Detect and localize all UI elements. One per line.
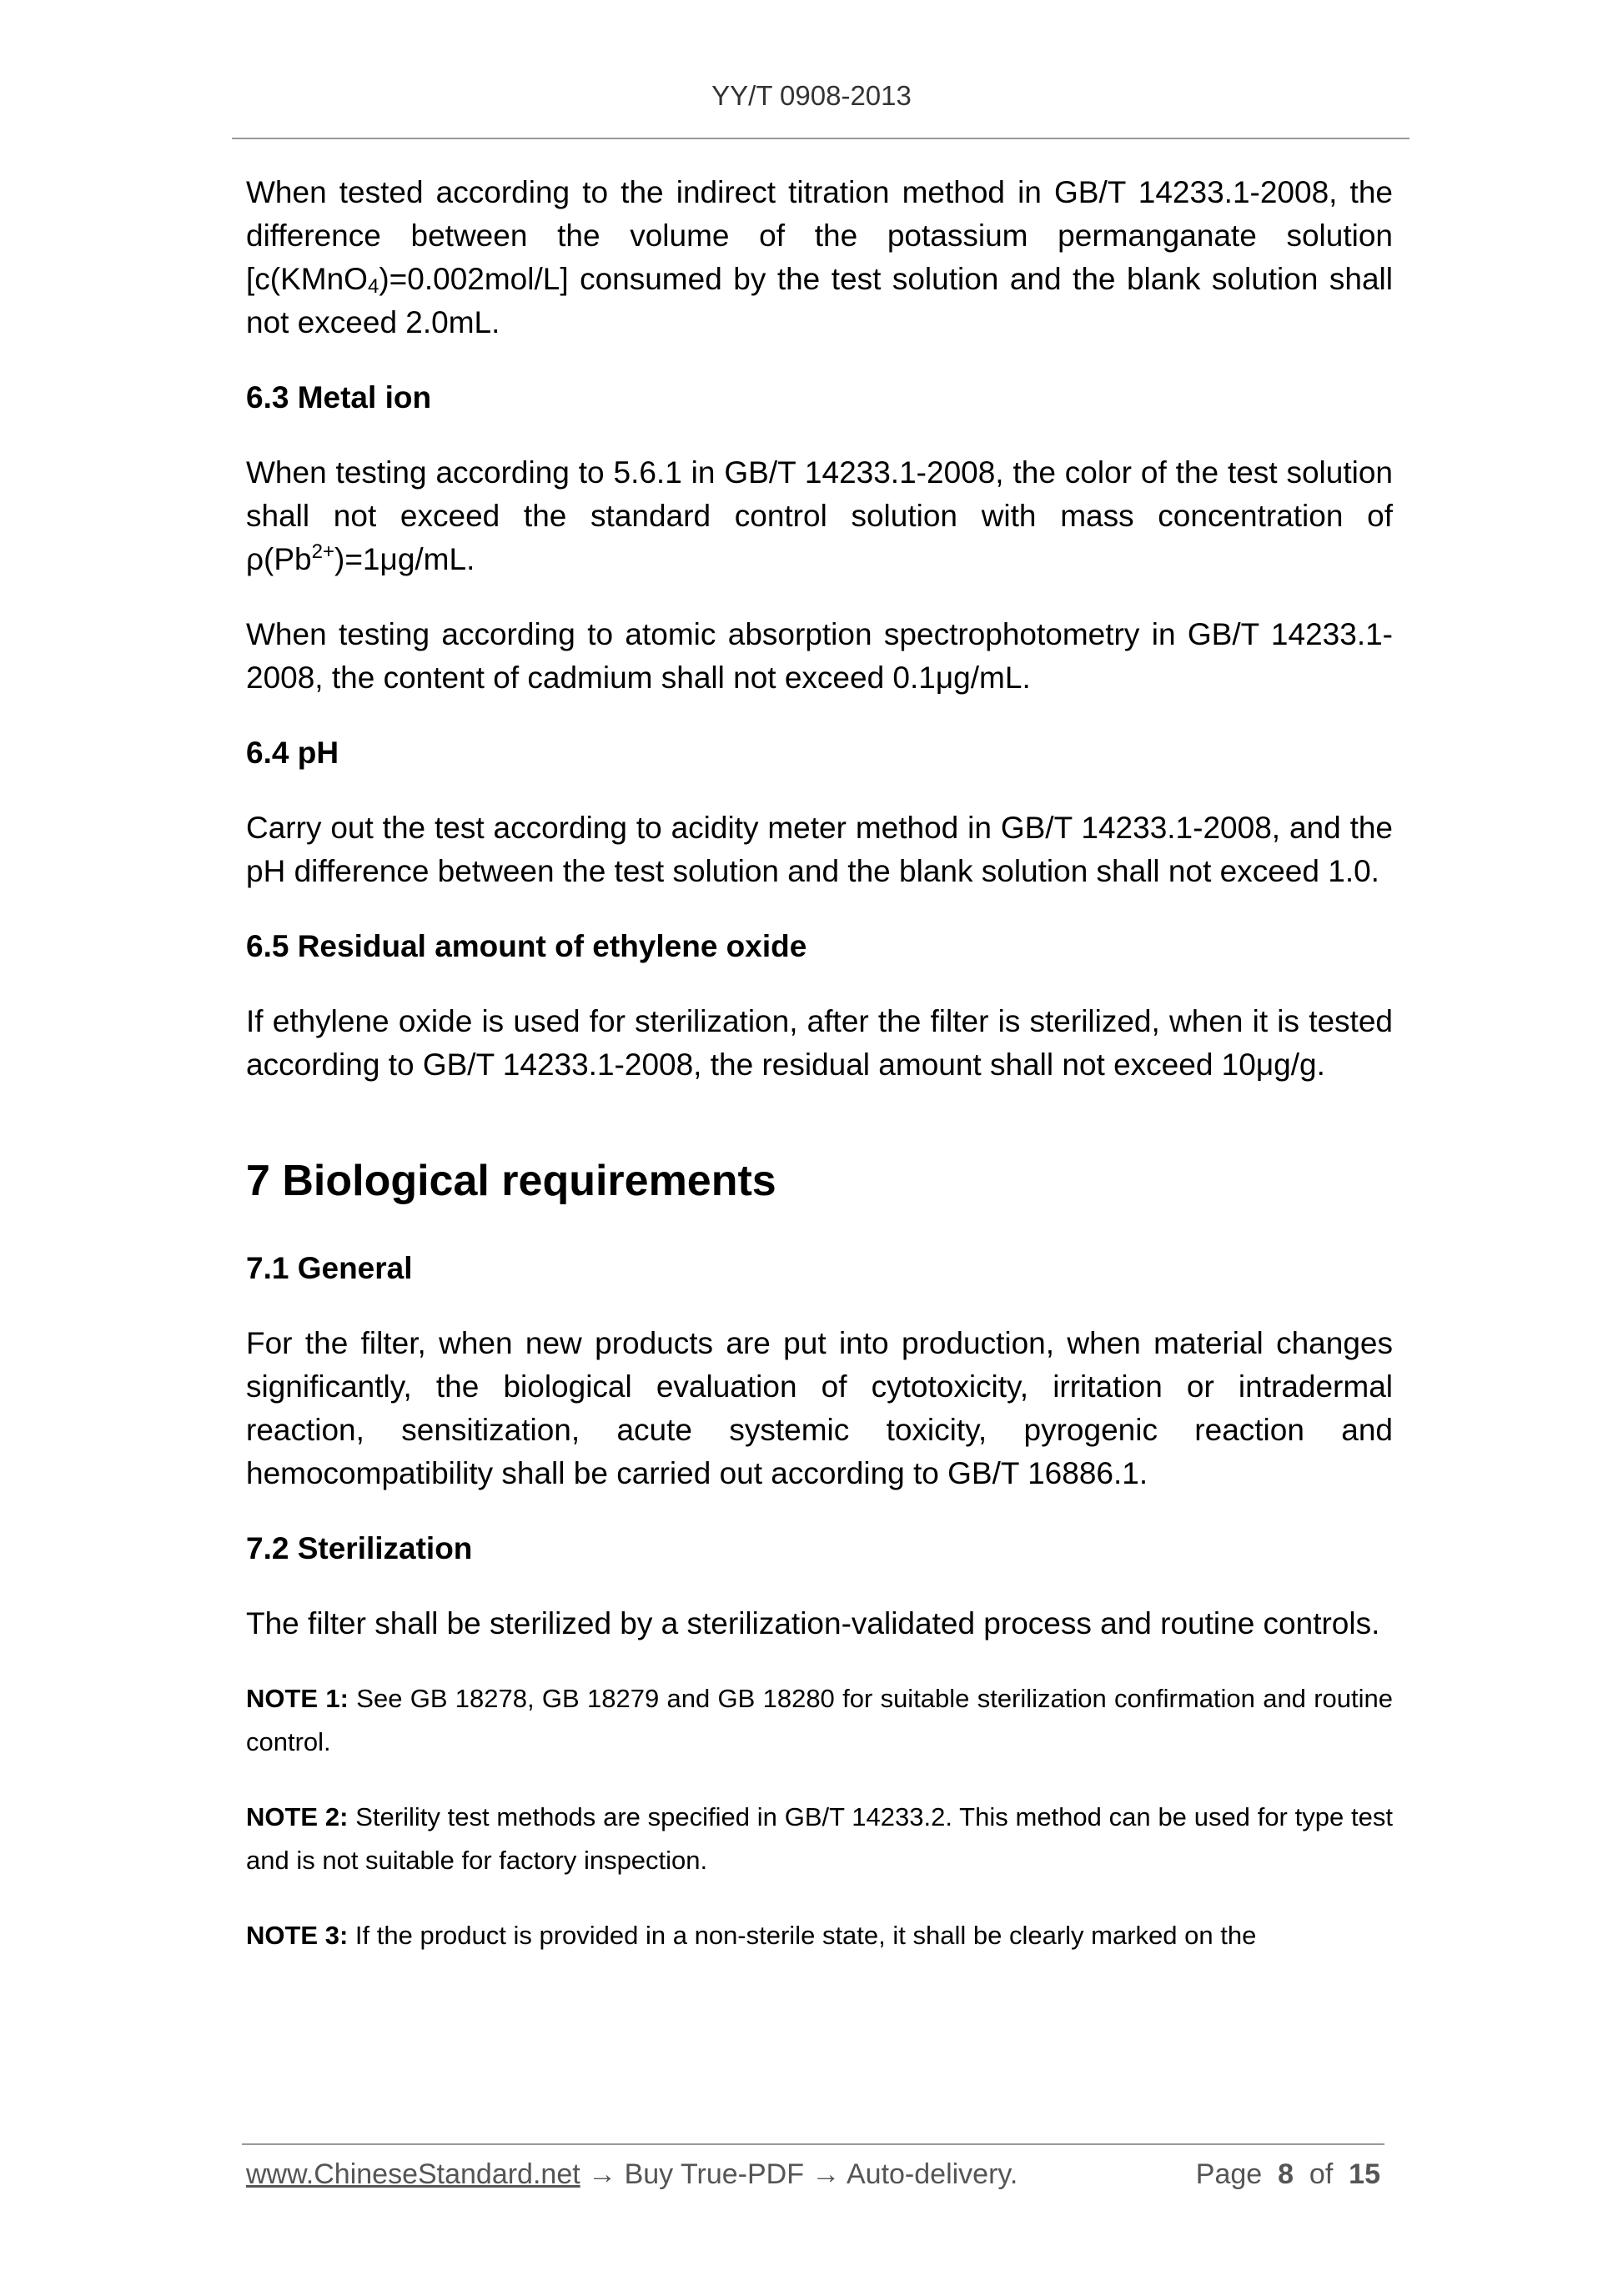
paragraph-ethylene-oxide: If ethylene oxide is used for sterilization, after the filter is sterilized, when it is tested according to GB/T 14233.1-2008, the residual amount shall not exceed 10μg/g. xyxy=(246,1004,1393,1082)
heading-7-2: 7.2 Sterilization xyxy=(246,1531,473,1565)
note-3: NOTE 3: If the product is provided in a non-sterile state, it shall be clearly marked on the xyxy=(246,1921,1257,1950)
paragraph-general: For the filter, when new products are put into production, when material changes significantly, the biological evaluation of cytotoxicity, irritation or intradermal reaction, sensitization, acute systemic toxicity, pyrogenic reaction and hemocompatibility shall be carried out according to GB/T 16886.1. xyxy=(246,1326,1393,1490)
total-pages: 15 xyxy=(1349,2158,1380,2190)
footer-promo-text: → Buy True-PDF → Auto-delivery. xyxy=(580,2158,1018,2190)
note-2: NOTE 2: Sterility test methods are specified in GB/T 14233.2. This method can be used for type test and is not suitable for factory inspection. xyxy=(246,1802,1393,1875)
paragraph-metal-ion-color: When testing according to 5.6.1 in GB/T 14233.1-2008, the color of the test solution shall not exceed the standard control solution with mass concentration of $\rho(Pb^{2+})=1\mu g/mL$. xyxy=(246,455,1393,576)
footer-divider xyxy=(242,2143,1384,2145)
page-footer xyxy=(246,2158,1380,2200)
page-content xyxy=(246,171,1393,1989)
paragraph-sterilization: The filter shall be sterilized by a sterilization-validated process and routine controls. xyxy=(246,1606,1380,1640)
heading-6-3: 6.3 Metal ion xyxy=(246,380,432,414)
heading-7: 7 Biological requirements xyxy=(246,1157,776,1205)
heading-7-1: 7.1 General xyxy=(246,1251,413,1285)
heading-6-5: 6.5 Residual amount of ethylene oxide xyxy=(246,929,807,963)
paragraph-metal-ion-cadmium: When testing according to atomic absorption spectrophotometry in GB/T 14233.1-2008, the content of cadmium shall not exceed 0.1μg/mL. xyxy=(246,617,1393,695)
current-page: 8 xyxy=(1278,2158,1294,2190)
note-1: NOTE 1: See GB 18278, GB 18279 and GB 18280 for suitable sterilization confirmation and routine control. xyxy=(246,1684,1394,1756)
paragraph-ph: Carry out the test according to acidity meter method in GB/T 14233.1-2008, and the pH difference between the test solution and the blank solution shall not exceed 1.0. xyxy=(246,811,1393,888)
header-divider xyxy=(232,138,1409,139)
footer-promo xyxy=(246,2158,1018,2191)
heading-6-4: 6.4 pH xyxy=(246,736,339,770)
document-header: YY/T 0908-2013 xyxy=(711,80,912,111)
paragraph-titration: When tested according to the indirect titration method in GB/T 14233.1-2008, the difference between the volume of the potassium permanganate solution [c(KMnO$_4$)=0.002mol/L] consumed by the test solution and the blank solution shall not exceed 2.0mL. xyxy=(246,175,1393,339)
website-link[interactable]: www.ChineseStandard.net xyxy=(246,2158,580,2190)
page-number: Page 8 of 15 xyxy=(1195,2158,1380,2190)
